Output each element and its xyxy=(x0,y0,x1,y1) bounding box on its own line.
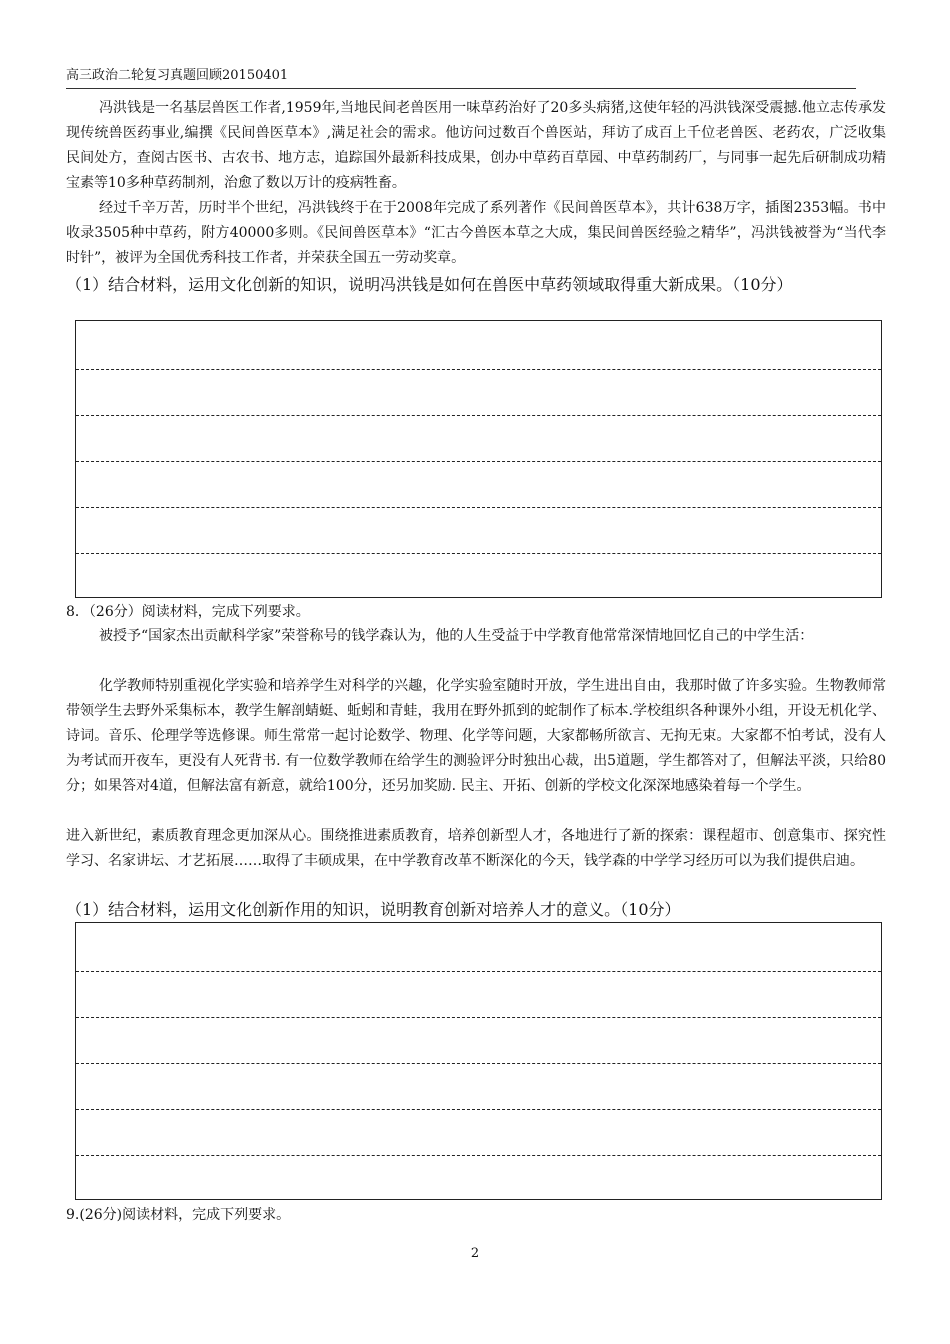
section8-question: （1）结合材料，运用文化创新作用的知识，说明教育创新对培养人才的意义。（10分） xyxy=(66,900,681,919)
answer-line xyxy=(76,1109,881,1110)
section8-paragraph-3: 进入新世纪，素质教育理念更加深从心。围绕推进素质教育，培养创新型人才，各地进行了新的探索：课程超市、创意集市、探究性学习、名家讲坛、才艺拓展……取得了丰硕成果，在中学教育改革不断深化的今天，钱学森的中学学习经历可以为我们提供启迪。 xyxy=(66,828,886,869)
answer-line xyxy=(76,1063,881,1064)
answer-line xyxy=(76,369,881,370)
answer-line xyxy=(76,461,881,462)
answer-line xyxy=(76,507,881,508)
section8-title: 8．（26分）阅读材料，完成下列要求。 xyxy=(66,604,310,620)
page-header: 高三政治二轮复习真题回顾20150401 xyxy=(66,66,856,89)
section7-paragraph-1: 冯洪钱是一名基层兽医工作者,1959年,当地民间老兽医用一味草药治好了20多头病猪,这使年轻的冯洪钱深受震撼.他立志传承发现传统兽医药事业,编撰《民间兽医草本》,满足社会的需求。他访问过数百个兽医站，拜访了成百上千位老兽医、老药农，广泛收集民间处方，查阅古医书、古农书、地方志，追踪国外最新科技成果，创办中草药百草园、中草药制药厂，与同事一起先后研制成功精宝素等10多种草药制剂，治愈了数以万计的疫病牲畜。 xyxy=(66,100,886,191)
section8-paragraph-1: 被授予“国家杰出贡献科学家”荣誉称号的钱学森认为，他的人生受益于中学教育他常常深情地回忆自己的中学生活： xyxy=(99,628,814,644)
section7-paragraph-2: 经过千辛万苦，历时半个世纪，冯洪钱终于在于2008年完成了系列著作《民间兽医草本》，共计638万字，插图2353幅。书中收录3505种中草药，附方40000多则。《民间兽医草本》“汇古今兽医本草之大成，集民间兽医经验之精华”，冯洪钱被誉为“当代李时针”，被评为全国优秀科技工作者，并荣获全国五一劳动奖章。 xyxy=(66,200,886,266)
section7-question: （1）结合材料，运用文化创新的知识，说明冯洪钱是如何在兽医中草药领域取得重大新成果。（10分） xyxy=(66,275,793,294)
section9-title: 9.(26分)阅读材料，完成下列要求。 xyxy=(66,1207,291,1223)
answer-line xyxy=(76,553,881,554)
answer-line xyxy=(76,1017,881,1018)
answer-line xyxy=(76,415,881,416)
answer-line xyxy=(76,1155,881,1156)
answer-line xyxy=(76,971,881,972)
answer-box-2[interactable] xyxy=(75,922,882,1200)
page-number: 2 xyxy=(470,1246,480,1261)
answer-box-1[interactable] xyxy=(75,320,882,598)
section8-paragraph-2: 化学教师特别重视化学实验和培养学生对科学的兴趣，化学实验室随时开放，学生进出自由，我那时做了许多实验。生物教师常带领学生去野外采集标本，教学生解剖蜻蜓、蚯蚓和青蛙，我用在野外抓到的蛇制作了标本.学校组织各种课外小组，开设无机化学、诗词。音乐、伦理学等选修课。师生常常一起讨论数学、物理、化学等问题，大家都畅所欲言、无拘无束。大家都不怕考试，没有人为考试而开夜车，更没有人死背书. 有一位数学教师在给学生的测验评分时独出心裁，出5道题，学生都答对了，但解法平淡，只给80分；如果答对4道，但解法富有新意，就给100分，还另加奖励. 民主、开拓、创新的学校文化深深地感染着每一个学生。 xyxy=(66,678,886,794)
